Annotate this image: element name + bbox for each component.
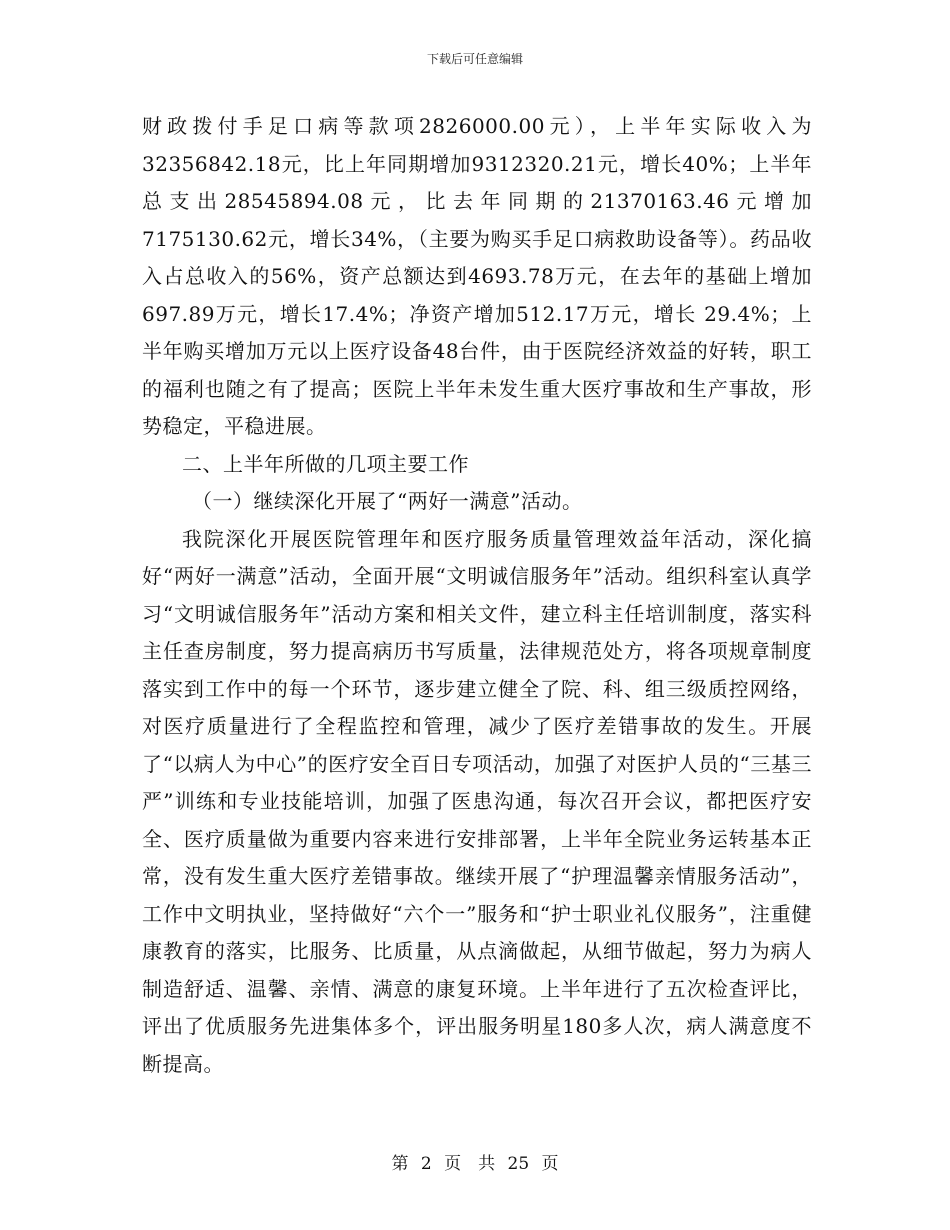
page-footer	[0, 1153, 950, 1175]
subsection-heading-two-good-one-satisfied: （一）继续深化开展了“两好一满意”活动。	[192, 489, 583, 513]
footer-label-of: 页 共	[444, 1154, 496, 1174]
footer-label-end: 页	[541, 1154, 559, 1174]
page-header: 下载后可任意编辑	[426, 52, 523, 66]
paragraph-finance-summary: 财政拨付手足口病等款项2826000.00元），上半年实际收入为32356842.18元，比上年同期增加9312320.21元，增长40%；上半年总支出28545894.08元，比去年同期的21370163.46元增加7175130.62元，增长34%，（主要为购买手足口病救助设备等）。药品收入占总收入的56%，资产总额达到4693.78万元，在去年的基础上增加697.89万元，增长17.4%；净资产增加512.17万元，增长 29.4%；上半年购买增加万元以上医疗设备48台件，由于医院经济效益的好转，职工的福利也随之有了提高；医院上半年未发生重大医疗事故和生产事故，形势稳定，平稳进展。	[142, 114, 812, 438]
document-body	[142, 108, 812, 1083]
paragraph-service-activities: 我院深化开展医院管理年和医疗服务质量管理效益年活动，深化搞好“两好一满意”活动，全面开展“文明诚信服务年”活动。组织科室认真学习“文明诚信服务年”活动方案和相关文件，建立科主任培训制度，落实科主任查房制度，努力提高病历书写质量，法律规范处方，将各项规章制度落实到工作中的每一个环节，逐步建立健全了院、科、组三级质控网络，对医疗质量进行了全程监控和管理，减少了医疗差错事故的发生。开展了“以病人为中心”的医疗安全百日专项活动，加强了对医护人员的“三基三严”训练和专业技能培训，加强了医患沟通，每次召开会议，都把医疗安全、医疗质量做为重要内容来进行安排部署，上半年全院业务运转基本正常，没有发生重大医疗差错事故。继续开展了“护理温馨亲情服务活动”，工作中文明执业，坚持做好“六个一”服务和“护士职业礼仪服务”，注重健康教育的落实，比服务、比质量，从点滴做起，从细节做起，努力为病人制造舒适、温馨、亲情、满意的康复环境。上半年进行了五次检查评比，评出了优质服务先进集体多个，评出服务明星180多人次，病人满意度不断提高。	[142, 526, 812, 1076]
footer-current-page: 2	[420, 1154, 432, 1174]
section-heading-main-work: 二、上半年所做的几项主要工作	[182, 451, 469, 476]
footer-total-pages: 25	[507, 1154, 530, 1174]
footer-label-page: 第	[391, 1154, 409, 1174]
